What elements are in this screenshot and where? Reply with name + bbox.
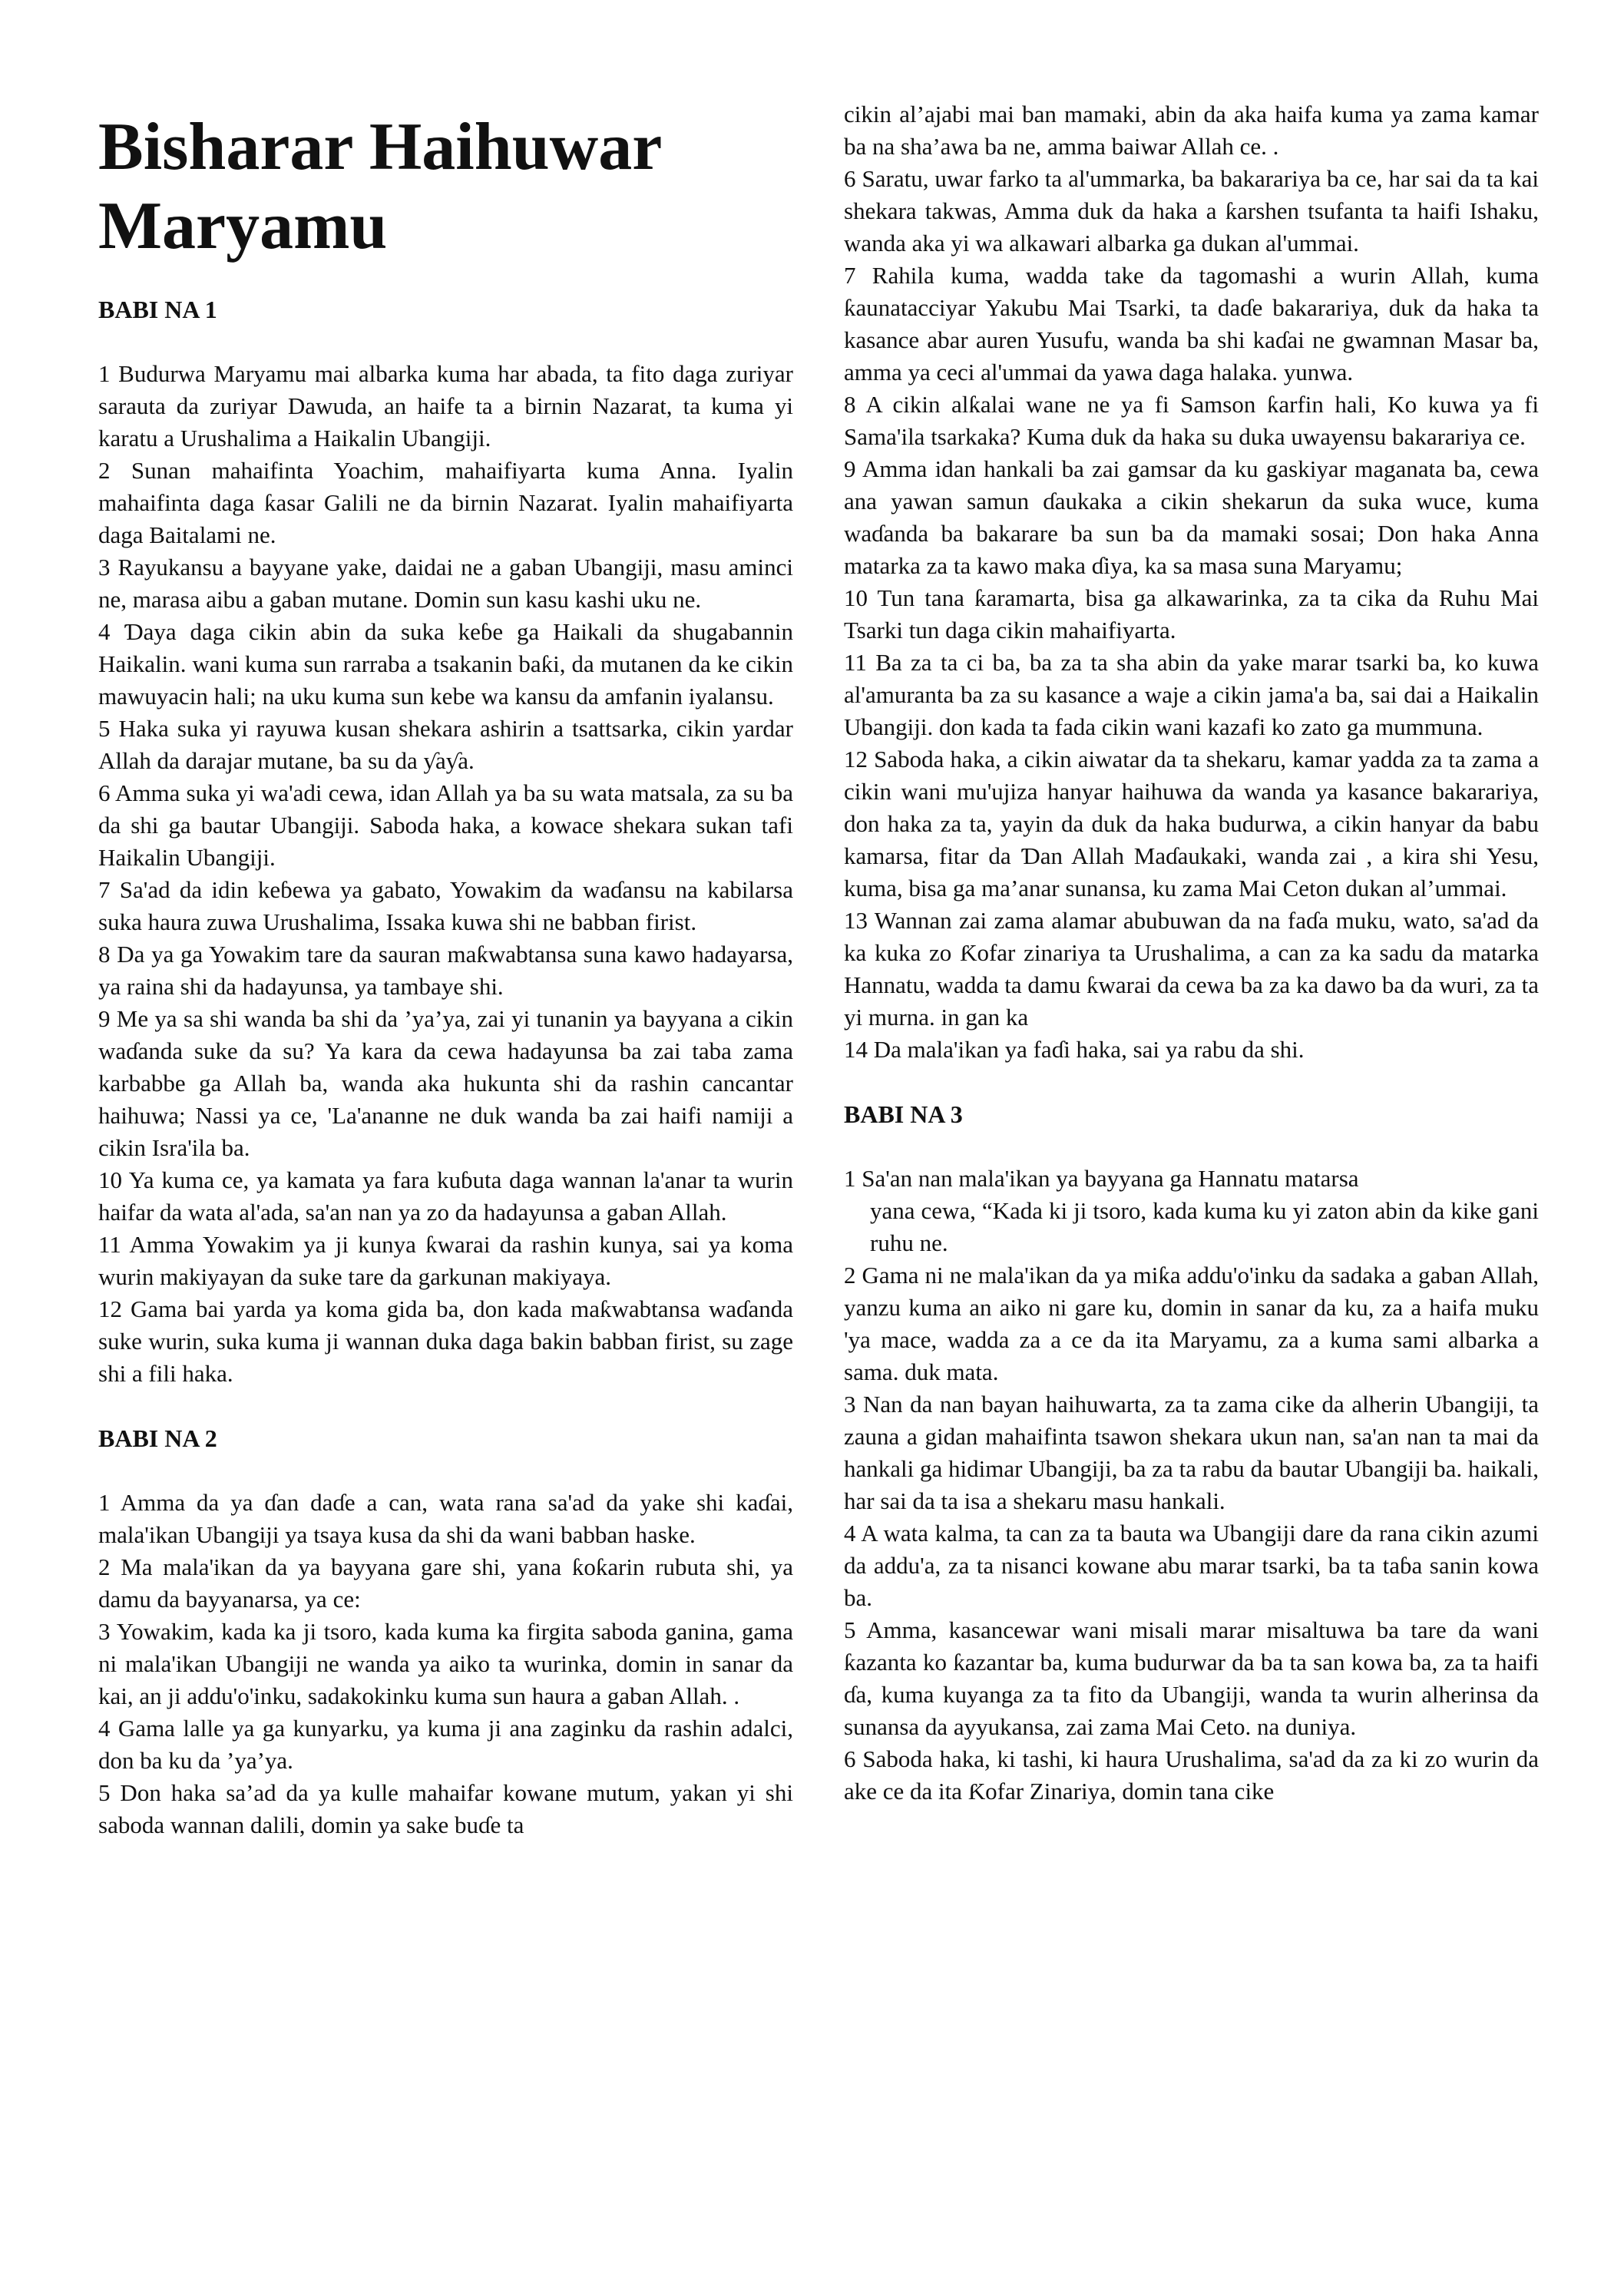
verse: 6 Saratu, uwar farko ta al'ummarka, ba bakarariya ba ce, har sai da ta kai shekara takwas, Amma duk da haka a ƙarshen tsufanta ta haifi Ishaku, wanda aka yi wa alkawari albarka ga dukan al'ummai. <box>844 165 1539 256</box>
verse: 13 Wannan zai zama alamar abubuwan da na faɗa muku, wato, sa'ad da ka kuka zo Ƙofar zinariya ta Urushalima, a can za ka sadu da matarka Hannatu, wadda ta damu ƙwarai da cewa ba za ka dawo ba da wuri, za ta yi murna. in gan ka <box>844 907 1539 1031</box>
verse: 8 Da ya ga Yowakim tare da sauran maƙwabtansa suna kawo hadayarsa, ya raina shi da hadayunsa, ya tambaye shi. <box>98 941 793 1000</box>
verse-continuation: cikin al’ajabi mai ban mamaki, abin da aka haifa kuma ya zama kamar ba na sha’awa ba ne, amma baiwar Allah ce. . <box>844 101 1539 160</box>
verse-lead: 1 Sa'an nan mala'ikan ya bayyana ga Hannatu matarsa <box>844 1165 1359 1192</box>
verse: 3 Yowakim, kada ka ji tsoro, kada kuma ka firgita saboda ganina, gama ni mala'ikan Ubangiji ne wanda ya aiko ta wurinka, domin in sanar da kai, an ji addu'o'inku, sadakokinku kuma sun haura a gaban Allah. . <box>98 1618 793 1709</box>
verse <box>844 1163 1539 1259</box>
verse: 12 Gama bai yarda ya koma gida ba, don kada maƙwabtansa waɗanda suke wurin, suka kuma ji wannan duka daga bakin babban firist, su zage shi a fili haka. <box>98 1295 793 1387</box>
left-column <box>98 108 793 1874</box>
verse: 6 Amma suka yi wa'adi cewa, idan Allah ya ba su wata matsala, za su ba da shi ga bautar Ubangiji. Saboda haka, a kowace shekara sukan tafi Haikalin Ubangiji. <box>98 779 793 871</box>
verse: 11 Ba za ta ci ba, ba za ta sha abin da yake marar tsarki ba, ko kuwa al'amuranta ba za su kasance a waje a cikin jama'a ba, sai dai a Haikalin Ubangiji. don kada ta fada cikin wani kazafi ko zato ga mummuna. <box>844 649 1539 740</box>
verse: 5 Haka suka yi rayuwa kusan shekara ashirin a tsattsarka, cikin yardar Allah da darajar mutane, ba su da ƴaƴa. <box>98 715 793 774</box>
verse: 12 Saboda haka, a cikin aiwatar da ta shekaru, kamar yadda za ta zama a cikin wani mu'ujiza hanyar haihuwa da wanda ya kasance bakarariya, don haka za ta, yayin da duk da haka budurwa, a cikin hanyar da babu kamarsa, fitar da Ɗan Allah Maɗaukaki, wanda zai , a kira shi Yesu, kuma, bisa ga ma’anar sunansa, ku zama Mai Ceton dukan al’ummai. <box>844 746 1539 902</box>
verse: 7 Sa'ad da idin keɓewa ya gabato, Yowakim da waɗansu na kabilarsa suka haura zuwa Urushalima, Issaka kuwa shi ne babban firist. <box>98 876 793 935</box>
verse: 7 Rahila kuma, wadda take da tagomashi a wurin Allah, kuma ƙaunatacciyar Yakubu Mai Tsarki, ta daɗe bakarariya, duk da haka ta kasance abar auren Yusufu, wanda ba shi kaɗai ne gwamnan Masar ba, amma ya ceci al'ummai da yawa daga halaka. yunwa. <box>844 262 1539 385</box>
verse: 5 Amma, kasancewar wani misali marar misaltuwa ba tare da wani ƙazanta ko ƙazantar ba, kuma budurwar da ba ta san kowa ba, za ta haifi ɗa, kuma kuyanga za ta fito da Ubangiji, wanda ta wurin alherinsa da sunansa da ayyukansa, zai zama Mai Ceto. na duniya. <box>844 1616 1539 1740</box>
document-title: Bisharar Haihuwar Maryamu <box>98 110 661 263</box>
verse: 2 Gama ni ne mala'ikan da ya miƙa addu'o'inku da sadaka a gaban Allah, yanzu kuma an aiko ni gare ku, domin in sanar da ku, za a haifa muku 'ya mace, wadda za a ce da ita Maryamu, za a kuma sami albarka a sama. duk mata. <box>844 1262 1539 1385</box>
verse: 1 Amma da ya ɗan daɗe a can, wata rana sa'ad da yake shi kaɗai, mala'ikan Ubangiji ya tsaya kusa da shi da wani babban haske. <box>98 1489 793 1548</box>
verse: 2 Sunan mahaifinta Yoachim, mahaifiyarta kuma Anna. Iyalin mahaifinta daga ƙasar Galili ne da birnin Nazarat. Iyalin mahaifiyarta daga Baitalami ne. <box>98 457 793 548</box>
verse: 10 Ya kuma ce, ya kamata ya fara kuɓuta daga wannan la'anar ta wurin haifar da wata al'ada, sa'an nan ya zo da hadayunsa a gaban Allah. <box>98 1166 793 1226</box>
verse: 8 A cikin alƙalai wane ne ya fi Samson ƙarfin hali, Ko kuwa ya fi Sama'ila tsarkaka? Kuma duk da haka su duka uwayensu bakarariya ce. <box>844 391 1539 450</box>
chapter-1-verses <box>98 358 793 1390</box>
chapter-3-verses <box>844 1163 1539 1808</box>
verse: 3 Rayukansu a bayyane yake, daidai ne a gaban Ubangiji, masu aminci ne, marasa aibu a gaban mutane. Domin sun kasu kashi uku ne. <box>98 554 793 613</box>
verse: 9 Me ya sa shi wanda ba shi da ’ya’ya, zai yi tunanin ya bayyana a cikin waɗanda suke da su? Ya kara da cewa hadayunsa ba zai taba zama karbabbe ga Allah ba, wanda aka hukunta shi da rashin cancantar haihuwa; Nassi ya ce, 'La'ananne ne duk wanda ba zai haifi namiji a cikin Isra'ila ba. <box>98 1005 793 1161</box>
verse: 6 Saboda haka, ki tashi, ki haura Urushalima, sa'ad da za ki zo wurin da ake ce da ita Ƙofar Zinariya, domin tana cike <box>844 1745 1539 1805</box>
verse: 14 Da mala'ikan ya faɗi haka, sai ya rabu da shi. <box>844 1036 1305 1063</box>
verse: 4 A wata kalma, ta can za ta bauta wa Ubangiji dare da rana cikin azumi da addu'a, za ta nisanci kowane abu marar tsarki, ba ta taɓa sanin kowa ba. <box>844 1520 1539 1611</box>
verse: 4 Ɗaya daga cikin abin da suka keɓe ga Haikali da shugabannin Haikalin. wani kuma sun rarraba a tsakanin baƙi, da mutanen da ke cikin mawuyacin hali; na uku kuma sun kebe wa kansu da amfanin iyalansu. <box>98 618 793 710</box>
verse: 3 Nan da nan bayan haihuwarta, za ta zama cike da alherin Ubangiji, ta zauna a gidan mahaifinta tsawon shekara ukun nan, sa'an nan ta mai da hankali ga hidimar Ubangiji, ba za ta rabu da bautar Ubangiji ba. haikali, har sai da ta isa a shekaru masu hankali. <box>844 1391 1539 1514</box>
chapter-heading-1: BABI NA 1 <box>98 296 217 323</box>
chapter-2-verses-continued <box>844 98 1539 1066</box>
verse: 2 Ma mala'ikan da ya bayyana gare shi, yana ƙoƙarin rubuta shi, ya damu da bayyanarsa, ya ce: <box>98 1553 793 1613</box>
verse-rest: yana cewa, “Kada ki ji tsoro, kada kuma ku yi zaton abin da kike gani ruhu ne. <box>870 1197 1539 1256</box>
verse: 1 Budurwa Maryamu mai albarka kuma har abada, ta fito daga zuriyar sarauta da zuriyar Dawuda, an haife ta a birnin Nazarat, ta kuma yi karatu a Urushalima a Haikalin Ubangiji. <box>98 360 793 452</box>
chapter-heading-3: BABI NA 3 <box>844 1100 963 1128</box>
verse: 11 Amma Yowakim ya ji kunya ƙwarai da rashin kunya, sai ya koma wurin makiyayan da suke tare da garkunan makiyaya. <box>98 1231 793 1290</box>
chapter-2-verses <box>98 1487 793 1841</box>
verse: 9 Amma idan hankali ba zai gamsar da ku gaskiyar maganata ba, cewa ana yawan samun ɗaukaka a cikin shekarun da suka wuce, kuma waɗanda ba bakarare ba sun ba da mamaki sosai; Don haka Anna matarka za ta kawo maka ɗiya, ka sa masa suna Maryamu; <box>844 455 1539 579</box>
right-column <box>844 98 1539 1840</box>
verse: 10 Tun tana ƙaramarta, bisa ga alkawarinka, za ta cika da Ruhu Mai Tsarki tun daga cikin mahaifiyarta. <box>844 584 1539 643</box>
verse: 4 Gama lalle ya ga kunyarku, ya kuma ji ana zaginku da rashin adalci, don ba ku da ’ya’ya. <box>98 1715 793 1774</box>
chapter-heading-2: BABI NA 2 <box>98 1424 217 1452</box>
verse: 5 Don haka sa’ad da ya kulle mahaifar kowane mutum, yakan yi shi saboda wannan dalili, domin ya sake buɗe ta <box>98 1779 793 1838</box>
